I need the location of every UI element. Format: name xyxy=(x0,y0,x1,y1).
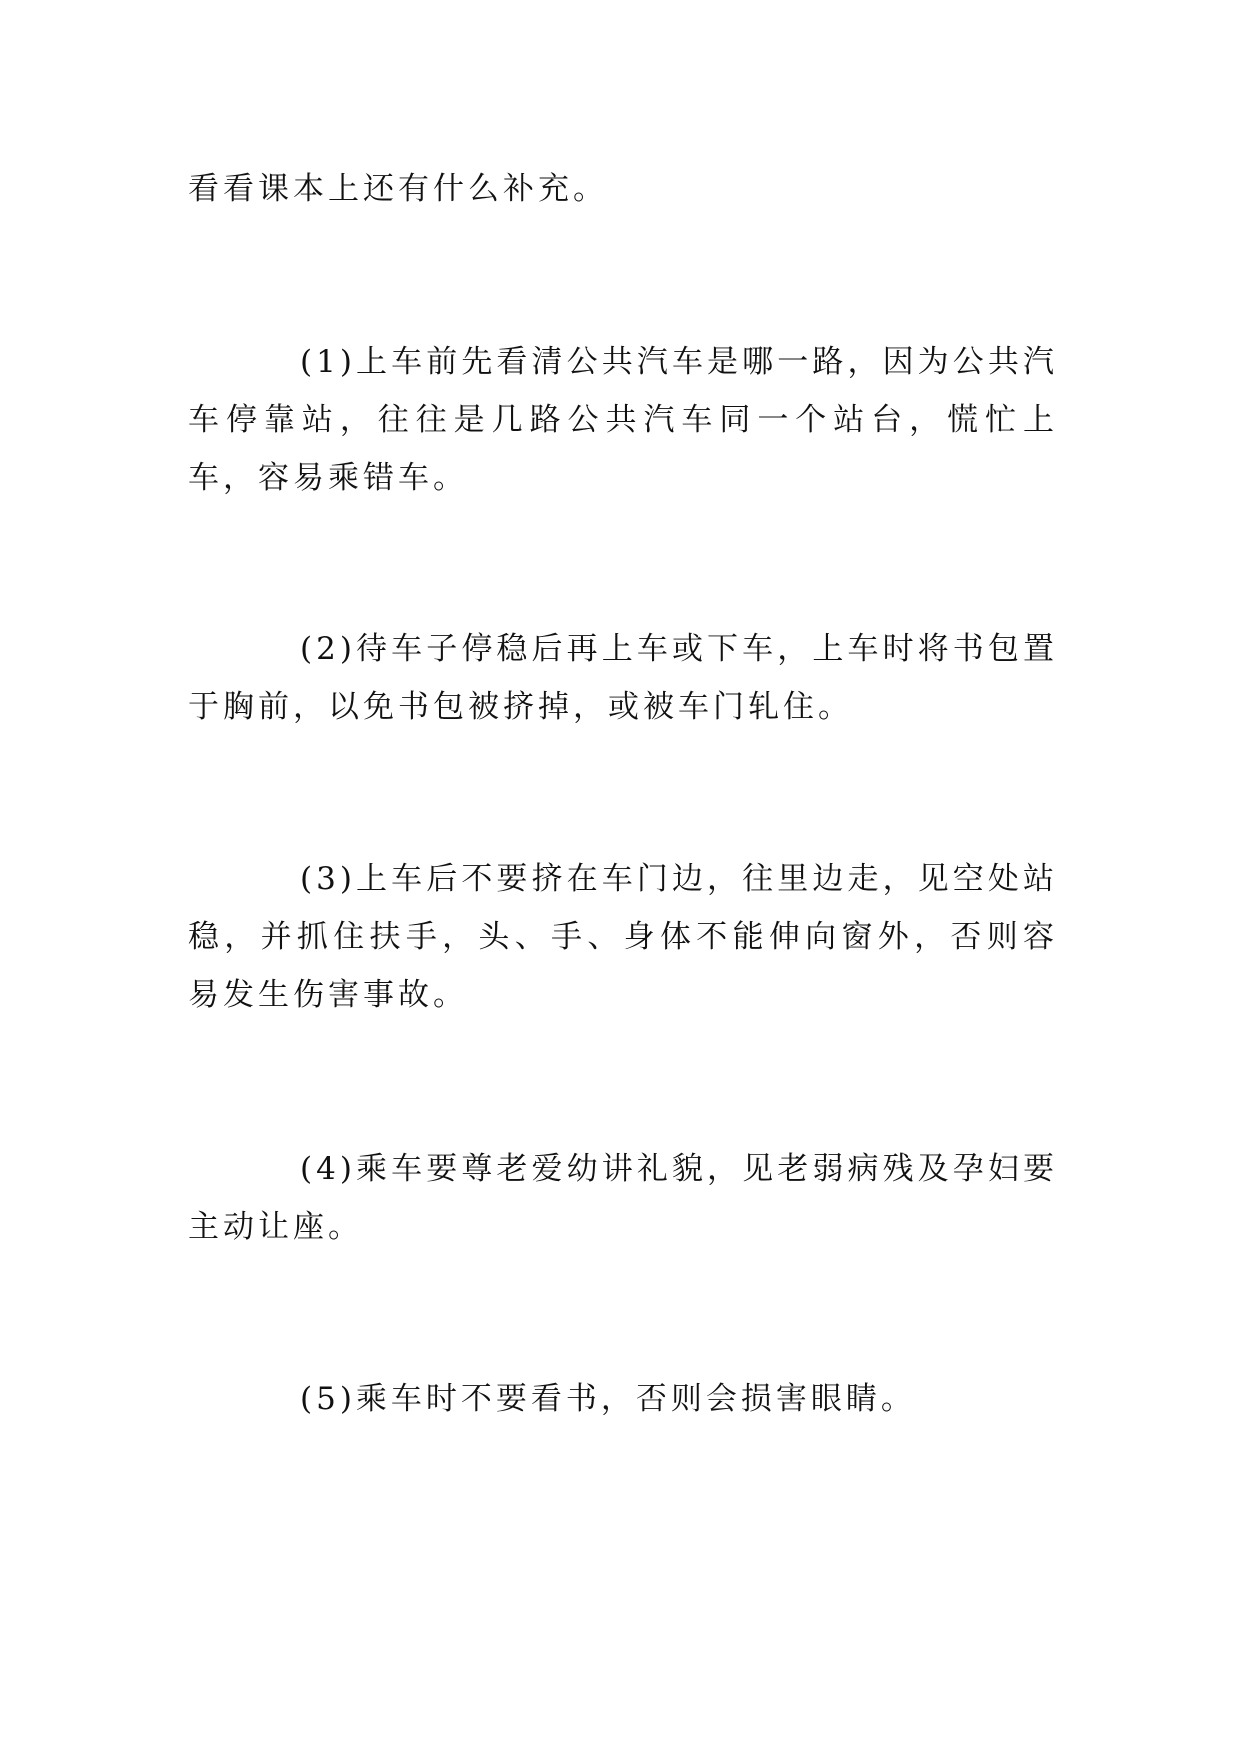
paragraph-item-1: (1)上车前先看清公共汽车是哪一路，因为公共汽车停靠站，往往是几路公共汽车同一个站台，慌忙上车，容易乘错车。 xyxy=(188,344,1058,496)
paragraph-intro: 看看课本上还有什么补充。 xyxy=(188,171,608,207)
paragraph-item-3: (3)上车后不要挤在车门边，往里边走，见空处站稳，并抓住扶手，头、手、身体不能伸向窗外，否则容易发生伤害事故。 xyxy=(188,861,1058,1013)
paragraph-item-4: (4)乘车要尊老爱幼讲礼貌，见老弱病残及孕妇要主动让座。 xyxy=(188,1151,1058,1245)
paragraph-item-5: (5)乘车时不要看书，否则会损害眼睛。 xyxy=(300,1381,916,1417)
paragraph-item-2: (2)待车子停稳后再上车或下车，上车时将书包置于胸前，以免书包被挤掉，或被车门轧住。 xyxy=(188,631,1058,725)
